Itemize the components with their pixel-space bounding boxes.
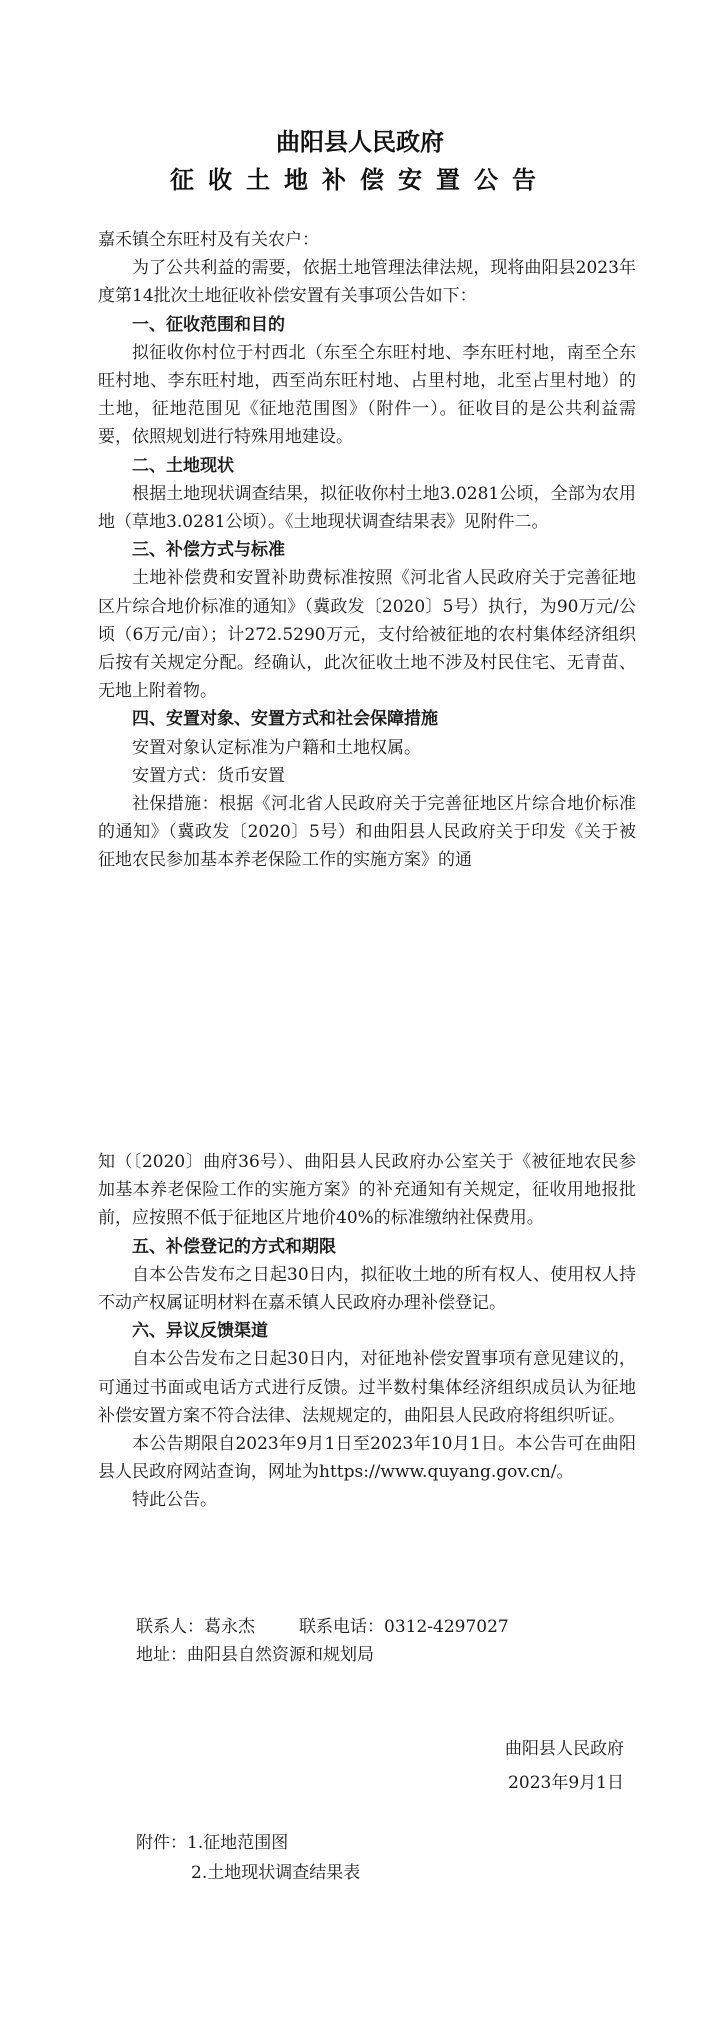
closing-text: 特此公告。: [132, 1490, 217, 1511]
attachment-item-2: 2.土地现状调查结果表: [191, 1863, 361, 1883]
resettlement-object: 安置对象认定标准为户籍和土地权属。: [132, 737, 421, 758]
social-security-part1: 社保措施：根据《河北省人民政府关于完善征地区片综合地价标准的通知》（冀政发〔2020〕5号）和曲阳县人民政府关于印发《关于被征地农民参加基本养老保险工作的实施方案》的通: [98, 794, 636, 871]
section-text-scope: 拟征收你村位于村西北（东至仝东旺村地、李东旺村地，南至仝东旺村地、李东旺村地，西至尚东旺村地、占里村地，北至占里村地）的土地，征地范围见《征地范围图》（附件一）。征收目的是公共利益需要，依照规划进行特殊用地建设。: [98, 342, 636, 448]
attachments-block: [136, 1828, 360, 1888]
section-heading-scope: 一、征收范围和目的: [132, 314, 285, 335]
section-text-compensation: 土地补偿费和安置补助费标准按照《河北省人民政府关于完善征地区片综合地价标准的通知》（冀政发〔2020〕5号）执行，为90万元/公顷（6万元/亩）；计272.5290万元，支付给被征地的农村集体经济组织后按有关规定分配。经确认，此次征收土地不涉及村民住宅、无青苗、无地上附着物。: [98, 568, 636, 702]
contact-address: 地址：曲阳县自然资源和规划局: [136, 1645, 374, 1665]
notice-title: 征收土地补偿安置公告: [170, 166, 550, 194]
section-heading-resettlement: 四、安置对象、安置方式和社会保障措施: [132, 709, 438, 730]
resettlement-method: 安置方式：货币安置: [132, 765, 285, 786]
section-heading-registration: 五、补偿登记的方式和期限: [132, 1236, 336, 1257]
signature-org: 曲阳县人民政府: [505, 1739, 624, 1759]
website-link[interactable]: https://www.quyang.gov.cn/。: [319, 1462, 574, 1483]
notice-body-upper: [98, 226, 636, 875]
attachment-item-1: 1.征地范围图: [187, 1833, 289, 1853]
contact-phone: 联系电话：0312-4297027: [299, 1617, 509, 1637]
section-heading-objection: 六、异议反馈渠道: [132, 1321, 268, 1342]
section-text-registration: 自本公告发布之日起30日内，拟征收土地的所有权人、使用权人持不动产权属证明材料在嘉禾镇人民政府办理补偿登记。: [98, 1264, 636, 1314]
attachments-label: 附件：: [136, 1833, 187, 1853]
signature-block: [464, 1732, 624, 1800]
social-security-part2: 知（〔2020〕曲府36号）、曲阳县人民政府办公室关于《被征地农民参加基本养老保险工作的实施方案》的补充通知有关规定，征收用地报批前，应按照不低于征地区片地价40%的标准缴纳社保费用。: [98, 1152, 636, 1229]
section-text-objection: 自本公告发布之日起30日内，对征地补偿安置事项有意见建议的，可通过书面或电话方式进行反馈。过半数村集体经济组织成员认为征地补偿安置方案不符合法律、法规规定的，曲阳县人民政府将组织听证。: [98, 1349, 636, 1426]
contact-block: [136, 1613, 509, 1669]
contact-line: [136, 1613, 509, 1641]
section-heading-compensation: 三、补偿方式与标准: [132, 540, 285, 561]
notice-body-lower: [98, 1148, 636, 1515]
notice-period: [98, 1430, 636, 1486]
notice-period-text: 本公告期限自2023年9月1日至2023年10月1日。本公告可在曲阳县人民政府网站查询，网址为: [98, 1434, 636, 1483]
section-text-land-status: 根据土地现状调查结果，拟征收你村土地3.0281公顷，全部为农用地（草地3.0281公顷）。《土地现状调查结果表》见附件二。: [98, 483, 636, 533]
signature-date: 2023年9月1日: [508, 1773, 624, 1793]
addressee: 嘉禾镇仝东旺村及有关农户：: [98, 230, 319, 250]
intro-paragraph: 为了公共利益的需要，依据土地管理法律法规，现将曲阳县2023年度第14批次土地征收补偿安置有关事项公告如下：: [98, 258, 636, 307]
attachment-line-1: [136, 1828, 360, 1858]
issuer-title: 曲阳县人民政府: [276, 128, 444, 156]
section-heading-land-status: 二、土地现状: [132, 455, 234, 476]
contact-person: 联系人：葛永杰: [136, 1617, 255, 1637]
